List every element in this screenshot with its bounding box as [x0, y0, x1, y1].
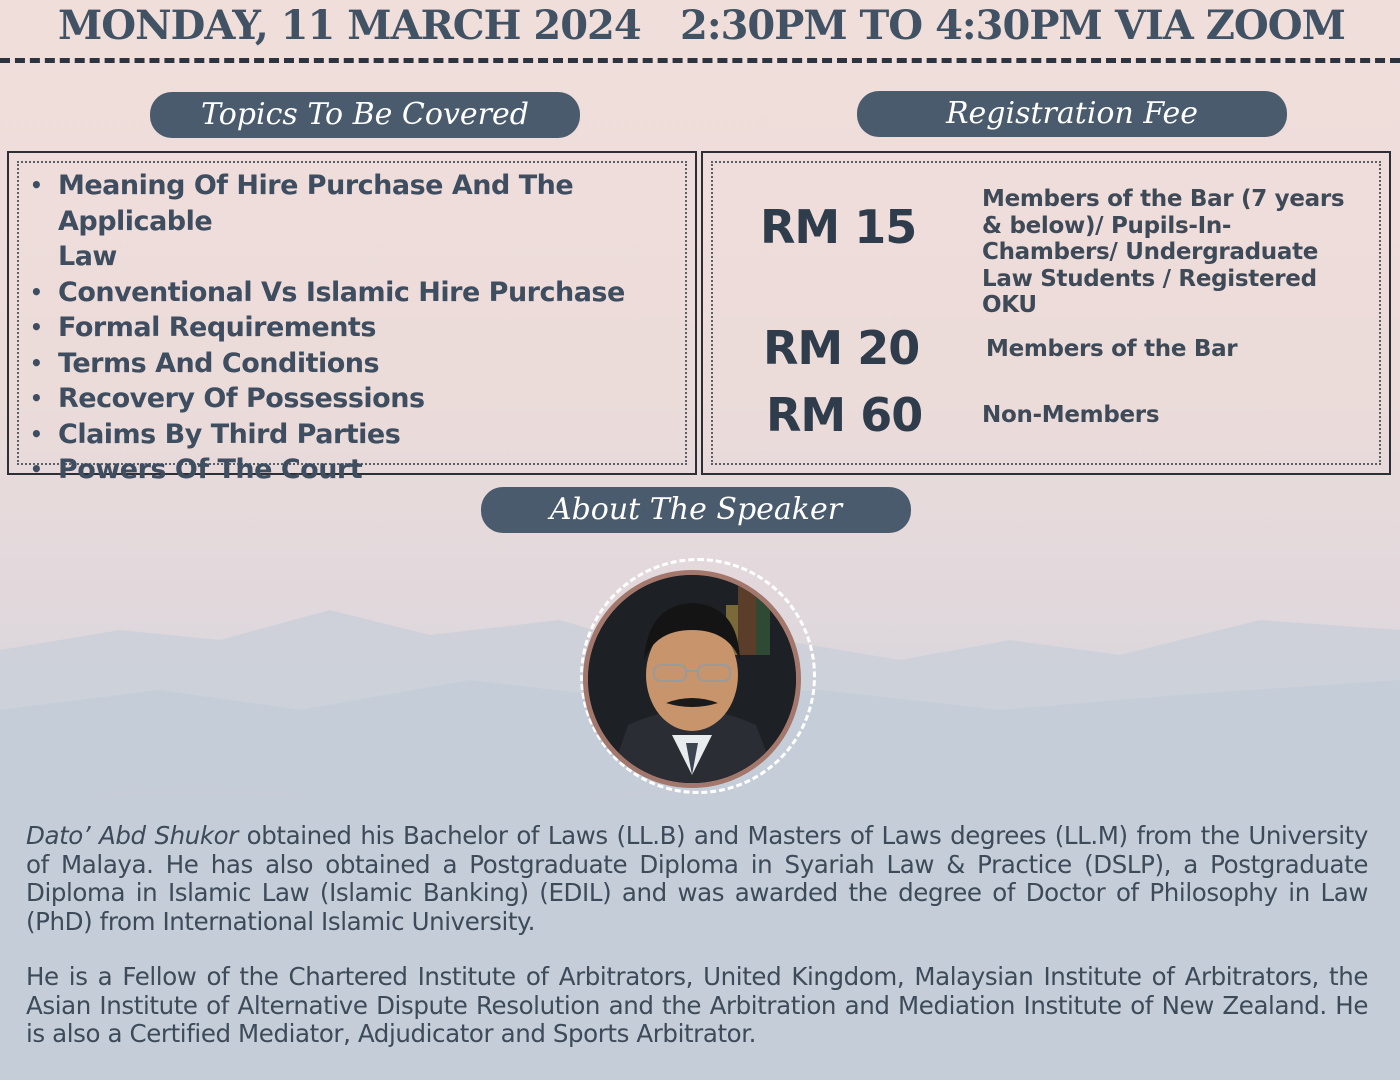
speaker-title: About The Speaker — [481, 487, 911, 533]
event-time: 2:30PM TO 4:30PM — [680, 2, 1102, 49]
topics-list — [28, 168, 688, 488]
speaker-portrait-icon — [588, 575, 796, 783]
topic-item — [28, 381, 688, 417]
topic-item — [28, 275, 688, 311]
topic-item — [28, 346, 688, 382]
topics-title: Topics To Be Covered — [150, 92, 580, 138]
topic-text: Terms And Conditions — [58, 347, 380, 379]
fee-amount: RM 20 — [763, 321, 920, 375]
topic-item — [28, 310, 688, 346]
topic-text: Meaning Of Hire Purchase And The Applicable — [58, 170, 574, 237]
speaker-bio-2: He is a Fellow of the Chartered Institute of Arbitrators, United Kingdom, Malaysian Institute of Arbitrators, the Asian Institute of Alternative Dispute Resolution and the Arbitration and Mediation Institute of New Zealand. He is also a Certified Mediator, Adjudicator and Sports Arbitrator. — [26, 962, 1368, 1048]
speaker-photo — [583, 570, 801, 788]
event-header — [0, 0, 1400, 52]
bullet-icon: • — [30, 350, 43, 375]
bullet-icon: • — [30, 315, 43, 339]
speaker-bio-1 — [26, 822, 1368, 936]
fee-amount: RM 60 — [766, 388, 923, 442]
event-venue: VIA ZOOM — [1115, 2, 1345, 49]
bullet-icon: • — [30, 279, 43, 304]
header-divider — [0, 58, 1400, 63]
topic-item — [28, 239, 688, 275]
bullet-icon: • — [30, 386, 43, 410]
fee-amount: RM 15 — [760, 200, 917, 254]
topic-text: Claims By Third Parties — [58, 418, 401, 450]
topic-text: Law — [58, 241, 117, 272]
speaker-bio-1-text: obtained his Bachelor of Laws (LL.B) and Masters of Laws degrees (LL.M) from the University of Malaya. He has also obtained a Postgraduate Diploma in Syariah Law & Practice (DSLP), a Postgraduate Diploma in Islamic Law (Islamic Banking) (EDIL) and was awarded the degree of Doctor of Philosophy in Law (PhD) from International Islamic University. — [26, 821, 1368, 936]
registration-title: Registration Fee — [857, 91, 1287, 137]
topic-item — [28, 168, 688, 239]
fee-description: Members of the Bar — [986, 336, 1238, 362]
topic-item — [28, 452, 688, 488]
bullet-icon: • — [30, 421, 43, 446]
bullet-icon: • — [30, 457, 43, 481]
topic-text: Formal Requirements — [58, 312, 376, 343]
topic-item — [28, 417, 688, 453]
topic-text: Recovery Of Possessions — [58, 383, 425, 414]
bullet-icon: • — [30, 173, 43, 197]
speaker-name: Dato’ Abd Shukor — [26, 821, 238, 850]
fee-description: Members of the Bar (7 years & below)/ Pupils-In-Chambers/ Undergraduate Law Students / Registered OKU — [982, 186, 1345, 318]
fee-description: Non-Members — [982, 402, 1160, 428]
topic-text: Powers Of The Court — [58, 454, 363, 485]
topic-text: Conventional Vs Islamic Hire Purchase — [58, 276, 625, 308]
event-date: MONDAY, 11 MARCH 2024 — [58, 2, 641, 49]
